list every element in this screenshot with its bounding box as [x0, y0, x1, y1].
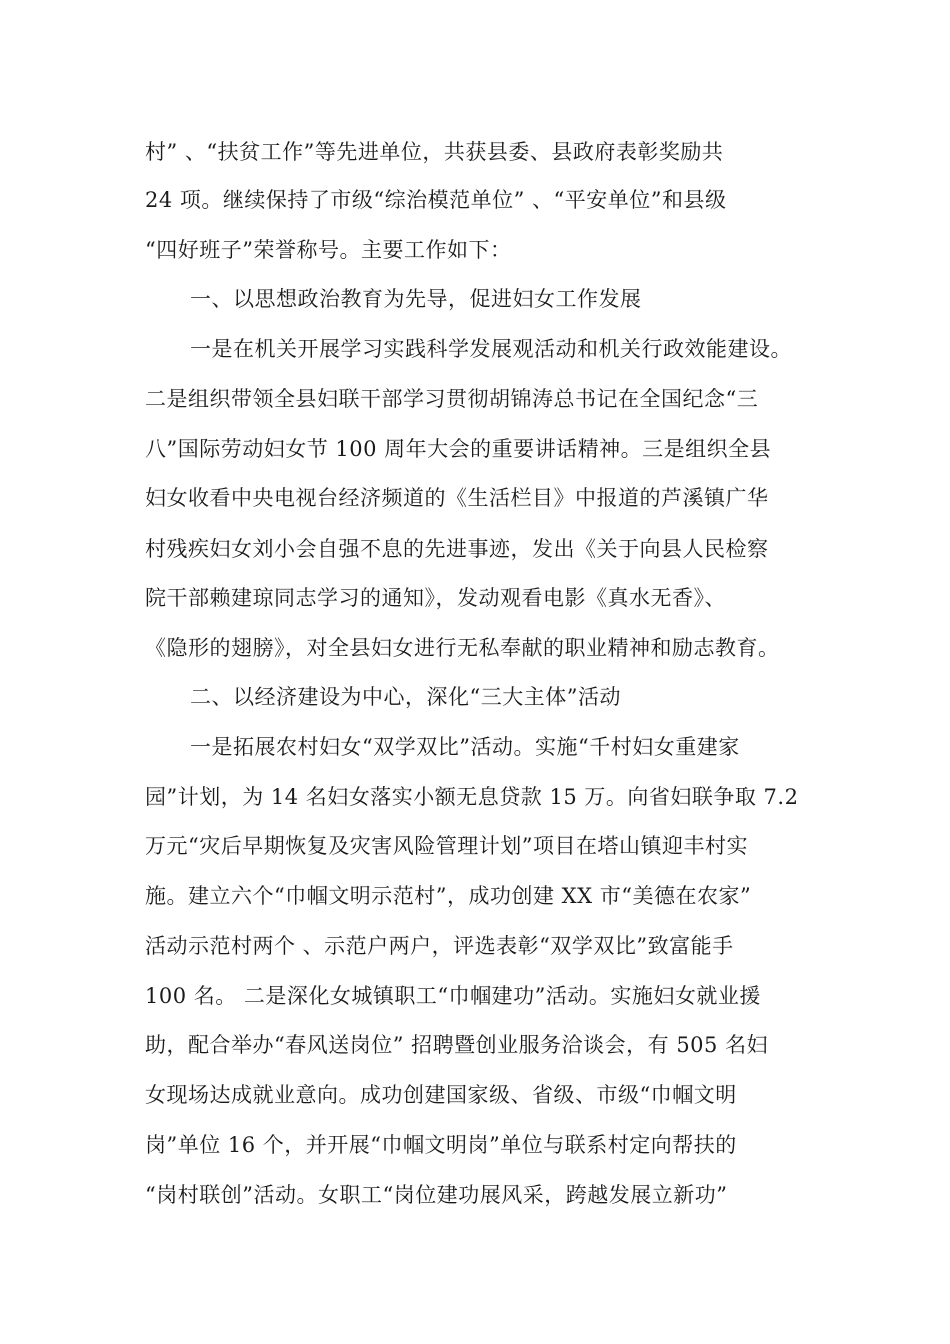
text-line: 妇女收看中央电视台经济频道的《生活栏目》中报道的芦溪镇广华: [145, 486, 769, 510]
text-line: 活动示范村两个 、示范户两户，评选表彰“双学双比”致富能手: [145, 934, 734, 958]
text-line: 村残疾妇女刘小会自强不息的先进事迹，发出《关于向县人民检察: [145, 537, 769, 561]
text-line: “岗村联创”活动。女职工“岗位建功展风采，跨越发展立新功”: [145, 1183, 728, 1207]
text-line: 24 项。继续保持了市级“综治模范单位” 、“平安单位”和县级: [145, 188, 727, 212]
text-line: 院干部赖建琼同志学习的通知》，发动观看电影《真水无香》、: [145, 586, 726, 610]
text-line: “四好班子”荣誉称号。主要工作如下：: [145, 238, 512, 262]
text-line: 岗”单位 16 个，并开展“巾帼文明岗”单位与联系村定向帮扶的: [145, 1133, 737, 1157]
text-line: 园”计划，为 14 名妇女落实小额无息贷款 15 万。向省妇联争取 7.2: [145, 785, 799, 809]
section-heading: 一、以思想政治教育为先导，促进妇女工作发展: [190, 287, 642, 311]
text-line: 一是拓展农村妇女“双学双比”活动。实施“千村妇女重建家: [190, 735, 740, 759]
text-line: 村” 、“扶贫工作”等先进单位，共获县委、县政府表彰奖励共: [145, 140, 724, 164]
text-line: 女现场达成就业意向。成功创建国家级、省级、市级“巾帼文明: [145, 1083, 737, 1107]
text-line: 八”国际劳动妇女节 100 周年大会的重要讲话精神。三是组织全县: [145, 437, 772, 461]
text-line: 万元“灾后早期恢复及灾害风险管理计划”项目在塔山镇迎丰村实: [145, 834, 748, 858]
section-heading: 二、以经济建设为中心，深化“三大主体”活动: [190, 685, 621, 709]
text-line: 100 名。 二是深化女城镇职工“巾帼建功”活动。实施妇女就业援: [145, 984, 761, 1008]
text-line: 一是在机关开展学习实践科学发展观活动和机关行政效能建设。: [190, 337, 792, 361]
text-line: 《隐形的翅膀》，对全县妇女进行无私奉献的职业精神和励志教育。: [145, 636, 780, 660]
text-line: 二是组织带领全县妇联干部学习贯彻胡锦涛总书记在全国纪念“三: [145, 387, 759, 411]
text-line: 施。建立六个“巾帼文明示范村”，成功创建 XX 市“美德在农家”: [145, 884, 752, 908]
text-line: 助，配合举办“春风送岗位” 招聘暨创业服务洽谈会，有 505 名妇: [145, 1033, 769, 1057]
